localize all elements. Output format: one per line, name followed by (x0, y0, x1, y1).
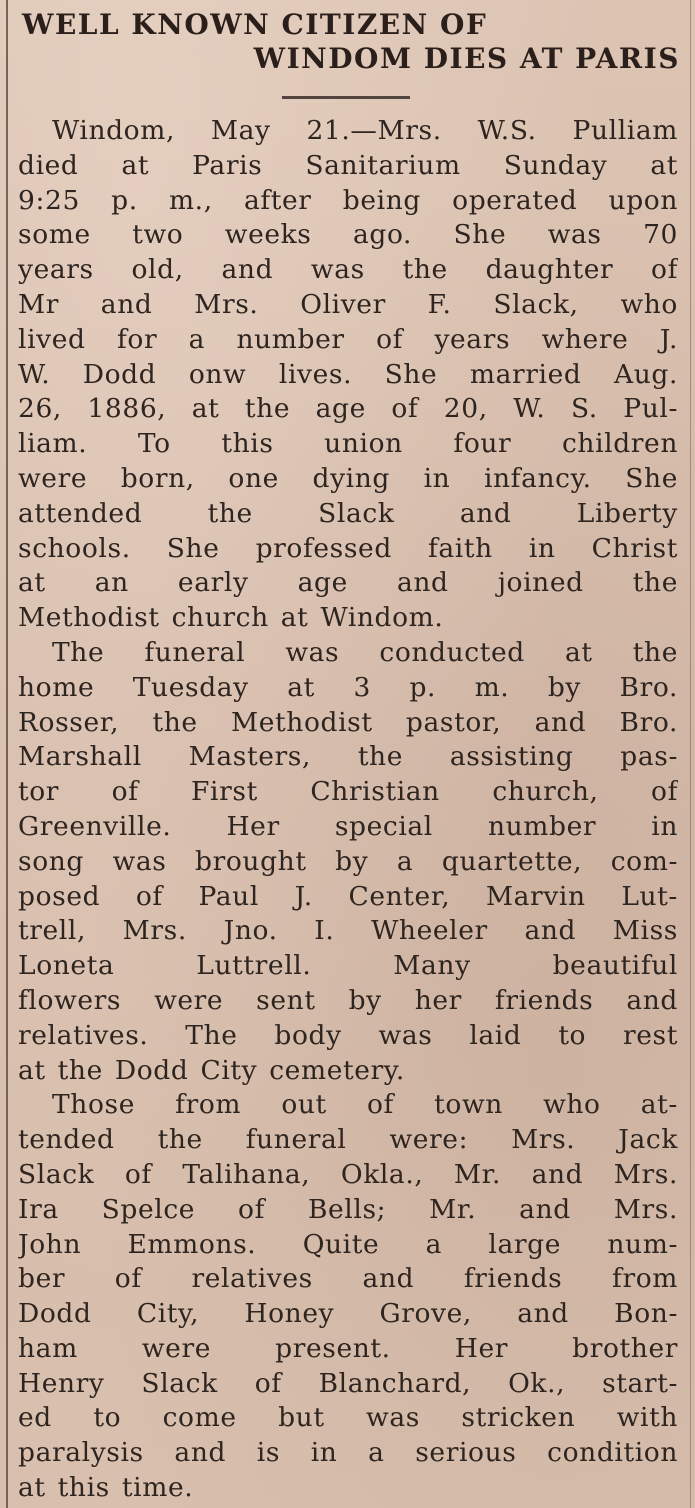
article-line: Slack of Talihana, Okla., Mr. and Mrs. (18, 1158, 678, 1190)
article-line: Those from out of town who at- (52, 1089, 678, 1121)
article-line: Loneta Luttrell. Many beautiful (18, 950, 678, 982)
article-line: 9:25 p. m., after being operated upon (18, 184, 678, 216)
article-line: tended the funeral were: Mrs. Jack (18, 1124, 678, 1156)
article-line: W. Dodd onw lives. She married Aug. (18, 358, 678, 390)
headline-line-1: WELL KNOWN CITIZEN OF (22, 8, 488, 41)
article-line: Rosser, the Methodist pastor, and Bro. (18, 706, 678, 738)
article-line: Methodist church at Windom. (18, 602, 444, 634)
article-line: schools. She professed faith in Christ (18, 532, 678, 564)
article-line: relatives. The body was laid to rest (18, 1019, 678, 1051)
article-line: ham were present. Her brother (18, 1332, 678, 1364)
headline (22, 8, 682, 76)
article-line: died at Paris Sanitarium Sunday at (18, 149, 678, 181)
article-line: Windom, May 21.—Mrs. W.S. Pulliam (52, 115, 678, 146)
article-paragraph (18, 1088, 678, 1506)
article-line: Henry Slack of Blanchard, Ok., start- (18, 1367, 678, 1399)
headline-line-2: WINDOM DIES AT PARIS (253, 42, 680, 75)
article-line: paralysis and is in a serious condition (18, 1437, 678, 1469)
column-rule-right (690, 0, 691, 1508)
article-line: some two weeks ago. She was 70 (18, 219, 678, 251)
article-line: song was brought by a quartette, com- (18, 845, 678, 877)
article-line: John Emmons. Quite a large num- (18, 1228, 678, 1260)
article-line: Mr and Mrs. Oliver F. Slack, who (18, 288, 678, 320)
article-line: 26, 1886, at the age of 20, W. S. Pul- (18, 393, 678, 425)
article-paragraph (18, 114, 678, 636)
article-line: Dodd City, Honey Grove, and Bon- (18, 1298, 678, 1330)
article-line: at the Dodd City cemetery. (18, 1054, 405, 1086)
article-line: at this time. (18, 1472, 194, 1504)
article-line: liam. To this union four children (18, 428, 678, 460)
article-line: Greenville. Her special number in (18, 810, 678, 842)
article-line: The funeral was conducted at the (52, 636, 678, 668)
article-line: Marshall Masters, the assisting pas- (18, 741, 678, 773)
article-line: tor of First Christian church, of (18, 776, 678, 808)
article-line: trell, Mrs. Jno. I. Wheeler and Miss (18, 915, 678, 947)
article-body (18, 114, 678, 1506)
article-line: years old, and was the daughter of (18, 254, 678, 286)
article-line: Ira Spelce of Bells; Mr. and Mrs. (18, 1193, 678, 1225)
article-line: attended the Slack and Liberty (18, 497, 678, 529)
article-paragraph (18, 636, 678, 1088)
article-line: ed to come but was stricken with (18, 1402, 678, 1434)
article-line: posed of Paul J. Center, Marvin Lut- (18, 880, 678, 912)
article-line: ber of relatives and friends from (18, 1263, 678, 1295)
article-line: were born, one dying in infancy. She (18, 462, 678, 494)
column-rule-left (6, 0, 8, 1508)
article-line: home Tuesday at 3 p. m. by Bro. (18, 671, 678, 703)
article-line: flowers were sent by her friends and (18, 984, 678, 1016)
article-line: lived for a number of years where J. (18, 323, 678, 355)
headline-divider (282, 96, 410, 99)
article-line: at an early age and joined the (18, 567, 678, 599)
